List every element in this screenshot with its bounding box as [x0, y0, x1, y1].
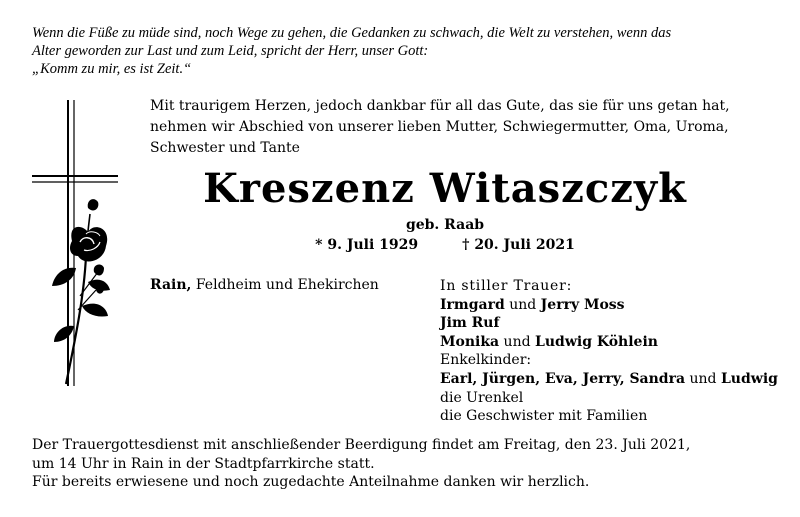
- mourners-list: [440, 277, 778, 426]
- mourner-name: Jim Ruf: [440, 315, 500, 332]
- birth-date: * 9. Juli 1929: [315, 237, 419, 253]
- life-dates: [150, 237, 740, 253]
- place-line: [150, 277, 379, 293]
- quote-line-3: „Komm zu mir, es ist Zeit.“: [32, 61, 192, 77]
- great-grandchildren: die Urenkel: [440, 389, 524, 406]
- death-date: † 20. Juli 2021: [462, 237, 575, 253]
- bible-quote: [32, 24, 772, 78]
- mourner-name: Ludwig Köhlein: [535, 333, 658, 350]
- mourner-name: Monika: [440, 333, 500, 350]
- quote-line-1: Wenn die Füße zu müde sind, noch Wege zu gehen, die Gedanken zu schwach, die Welt zu verstehen, wenn das: [32, 25, 672, 41]
- grandchildren-line: [440, 370, 778, 389]
- footer-line-2: um 14 Uhr in Rain in der Stadtpfarrkirche statt.: [32, 455, 375, 472]
- mourner-name: Jerry Moss: [540, 296, 625, 313]
- birth-name: geb. Raab: [405, 217, 485, 233]
- grandchild-last: Ludwig: [720, 370, 778, 387]
- mourners-lead: In stiller Trauer:: [440, 278, 573, 294]
- deceased-name: Kreszenz Witaszczyk: [203, 165, 687, 212]
- mourner-line-3: [440, 333, 778, 352]
- conjunction: und: [499, 333, 536, 350]
- intro-text: [150, 96, 780, 159]
- place-main: Rain,: [150, 277, 192, 293]
- mourner-line-2: [440, 314, 778, 333]
- intro-line-1: Mit traurigem Herzen, jedoch dankbar für all das Gute, das sie für uns getan hat,: [150, 98, 730, 114]
- grandchildren-label: Enkelkinder:: [440, 352, 532, 369]
- service-info: [32, 436, 782, 492]
- cross-rose-graphic: [28, 96, 128, 396]
- siblings: die Geschwister mit Familien: [440, 408, 648, 425]
- mourner-name: Irmgard: [440, 296, 505, 313]
- conjunction: und: [504, 296, 541, 313]
- quote-line-2: Alter geworden zur Last und zum Leid, spricht der Herr, unser Gott:: [32, 43, 429, 59]
- cross-with-rose-icon: [28, 96, 128, 396]
- intro-line-2: nehmen wir Abschied von unserer lieben Mutter, Schwiegermutter, Oma, Uroma,: [150, 119, 729, 135]
- place-rest: Feldheim und Ehekirchen: [191, 277, 379, 293]
- mourner-line-1: [440, 296, 778, 315]
- intro-line-3: Schwester und Tante: [150, 140, 300, 156]
- footer-line-1: Der Trauergottesdienst mit anschließender Beerdigung findet am Freitag, den 23. Juli 2021,: [32, 437, 691, 453]
- footer-line-3: Für bereits erwiesene und noch zugedachte Anteilnahme danken wir herzlich.: [32, 474, 590, 490]
- grandchildren-names: Earl, Jürgen, Eva, Jerry, Sandra: [440, 370, 686, 387]
- conjunction: und: [685, 370, 721, 387]
